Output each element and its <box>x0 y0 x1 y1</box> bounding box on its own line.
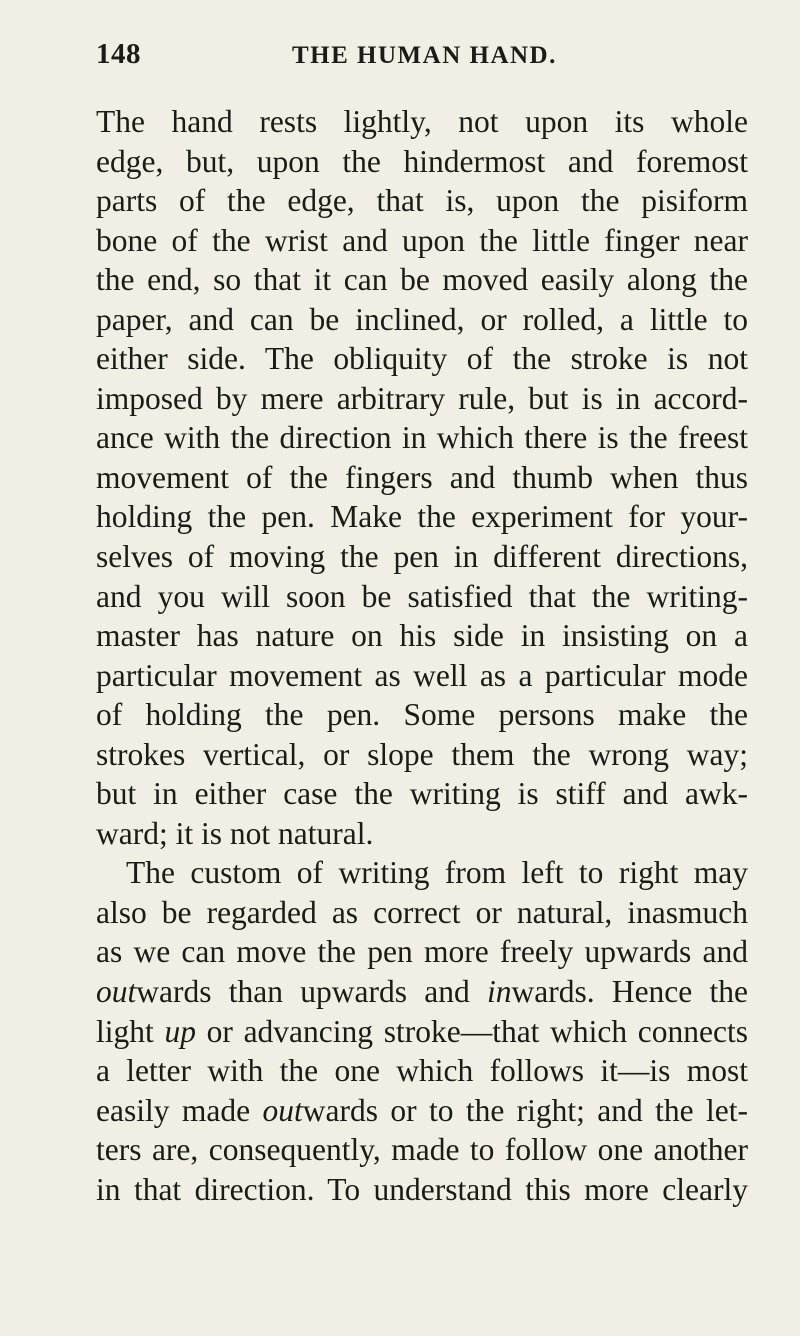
italic-word: up <box>164 1013 196 1049</box>
text-line: parts of the edge, that is, upon the pisiform <box>96 183 748 219</box>
italic-word: out <box>96 974 137 1010</box>
text-line: and you will soon be satisfied that the writing- <box>96 578 748 614</box>
text-line: a letter with the one which follows it—is most <box>96 1053 748 1089</box>
text-line: master has nature on his side in insisting on a <box>96 618 748 654</box>
text-line: as we can move the pen more freely upwards and <box>96 934 748 970</box>
text-line: easily made outwards or to the right; and the let- <box>96 1092 748 1128</box>
text-line: ward; it is not natural. <box>96 815 374 851</box>
text-line: edge, but, upon the hindermost and foremost <box>96 143 748 179</box>
text-line: the end, so that it can be moved easily along the <box>96 262 748 298</box>
text-line: also be regarded as correct or natural, inasmuch <box>96 894 748 930</box>
text-line: particular movement as well as a particular mode <box>96 657 748 693</box>
text-line: either side. The obliquity of the stroke is not <box>96 341 748 377</box>
text-line: strokes vertical, or slope them the wrong way; <box>96 736 748 772</box>
text-line: holding the pen. Make the experiment for your- <box>96 499 748 535</box>
page-header <box>96 38 746 78</box>
text-line: light up or advancing stroke—that which connects <box>96 1013 748 1049</box>
text-line: selves of moving the pen in different directions, <box>96 539 748 575</box>
text-line: movement of the fingers and thumb when thus <box>96 459 748 495</box>
text-line: The hand rests lightly, not upon its whole <box>96 104 748 139</box>
text-line: in that direction. To understand this more clearly <box>96 1171 748 1207</box>
text-line: outwards than upwards and inwards. Hence the <box>96 974 748 1010</box>
text-line: paper, and can be inclined, or rolled, a little to <box>96 301 748 337</box>
text-line: imposed by mere arbitrary rule, but is in accord- <box>96 380 748 416</box>
running-head: THE HUMAN HAND. <box>292 42 557 69</box>
page-number: 148 <box>96 38 141 70</box>
text-line: ance with the direction in which there is the freest <box>96 420 748 456</box>
text-line: bone of the wrist and upon the little finger near <box>96 222 748 258</box>
text-line: of holding the pen. Some persons make the <box>96 697 748 733</box>
body-text <box>96 102 748 1209</box>
text-line: The custom of writing from left to right may <box>126 855 748 891</box>
italic-word: in <box>486 974 512 1010</box>
text-line: but in either case the writing is stiff and awk- <box>96 776 748 812</box>
italic-word: out <box>262 1092 303 1128</box>
text-line: ters are, consequently, made to follow one another <box>96 1132 748 1168</box>
